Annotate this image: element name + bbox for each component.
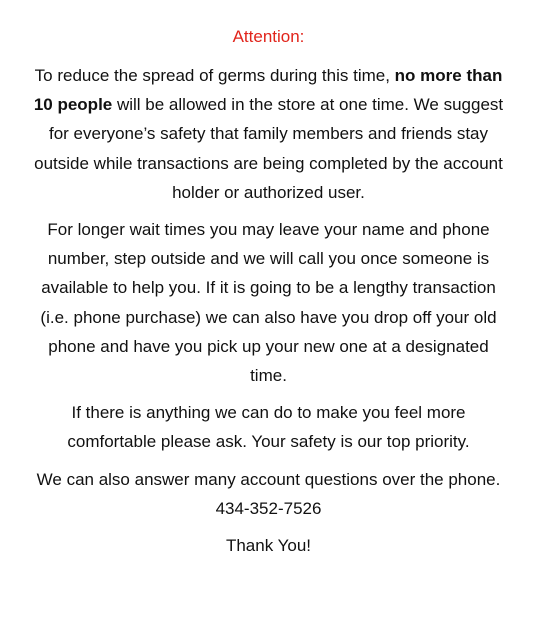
capacity-text-end: will be allowed in the store at one time. We suggest for everyone’s safety that family members and friends stay outside while transactions are being completed by the account holder or authorized user. (34, 95, 504, 202)
paragraph-phone: We can also answer many account questions over the phone. 434-352-7526 (36, 469, 501, 518)
paragraph-wait-times: For longer wait times you may leave your name and phone number, step outside and we will call you once someone is available to help you. If it is going to be a lengthy transaction (i.e. phone purchase) we can also have you drop off your old phone and have you pick up your new one at a designated time. (40, 220, 497, 386)
capacity-text-start: To reduce the spread of germs during this time, (34, 66, 395, 85)
notice-title: Attention: (232, 27, 305, 46)
thank-you: Thank You! (225, 536, 312, 556)
paragraph-capacity (30, 61, 507, 207)
capacity-limit: no more than 10 people (33, 66, 503, 115)
paragraph-comfort: If there is anything we can do to make you feel more comfortable please ask. Your safety is our top priority. (67, 403, 470, 452)
